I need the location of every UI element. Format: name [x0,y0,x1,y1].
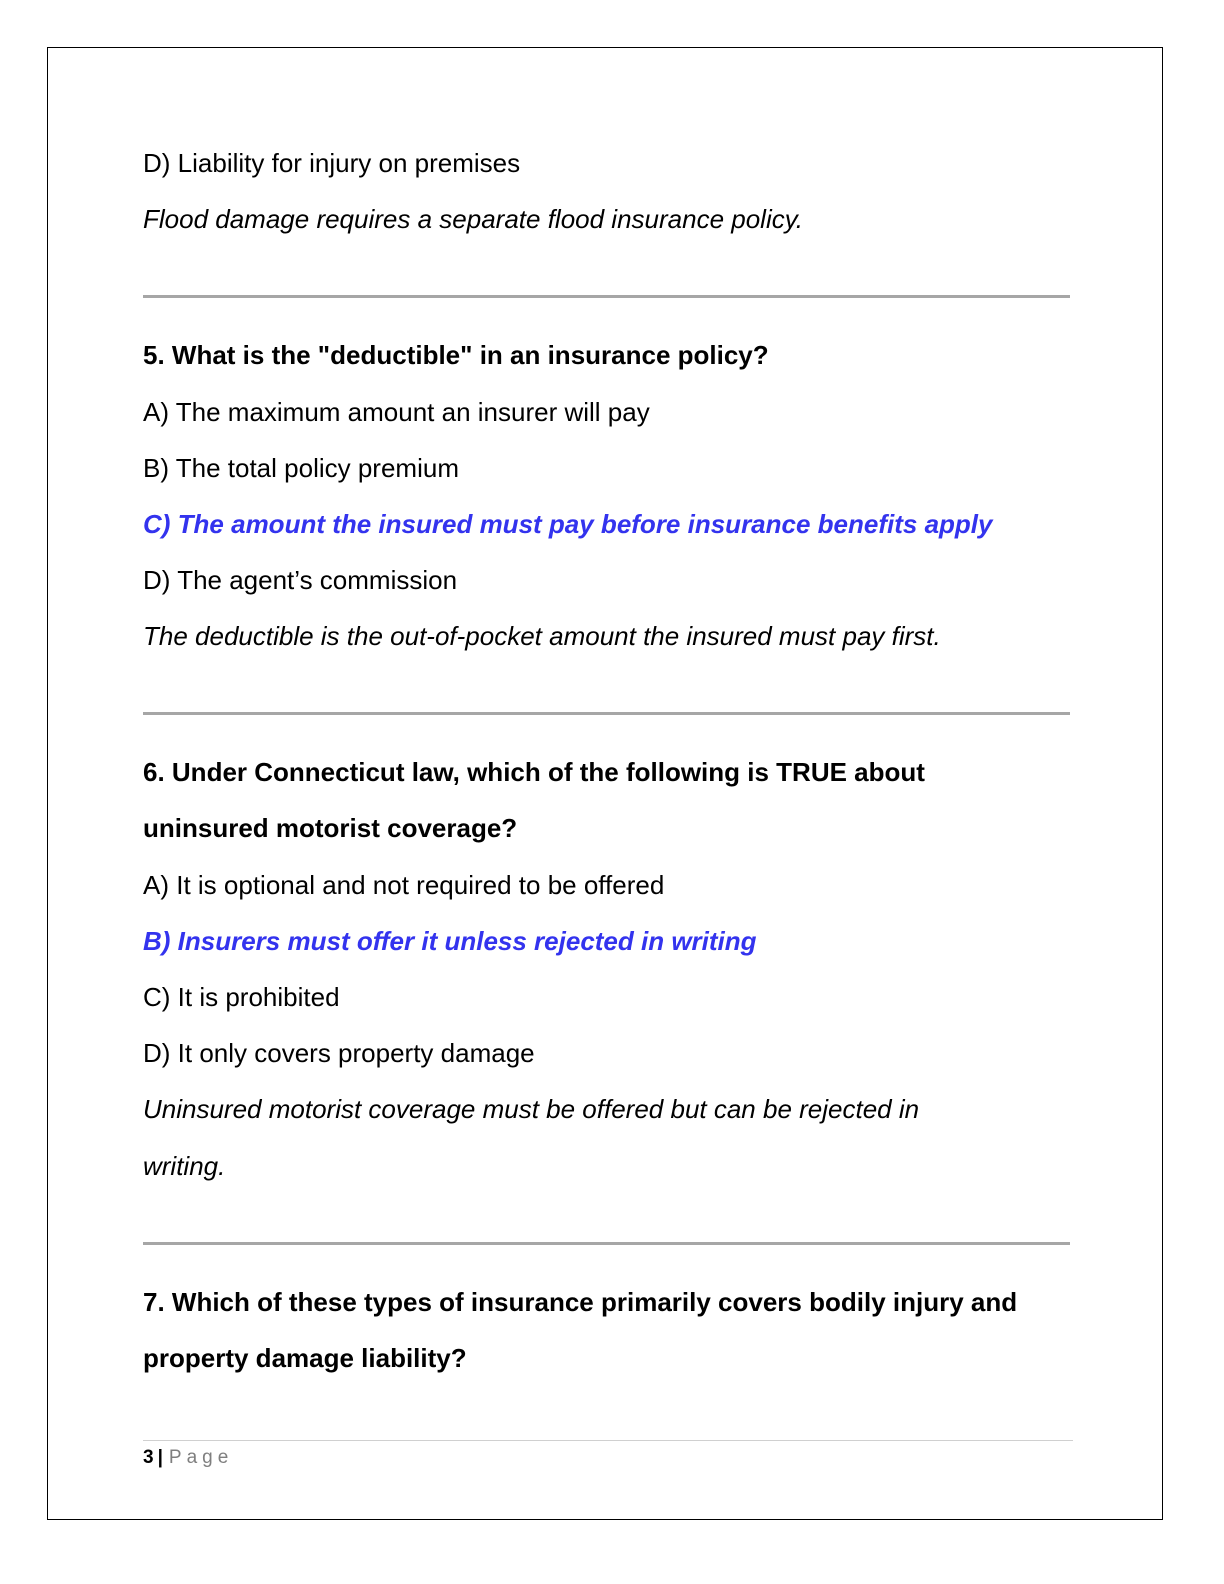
divider [143,295,1070,298]
page-label: Page [168,1447,234,1468]
q5-option-a: A) The maximum amount an insurer will pay [143,397,650,427]
divider [143,712,1070,715]
q4-option-d: D) Liability for injury on premises [143,148,521,178]
q6-option-a: A) It is optional and not required to be offered [143,870,665,900]
footer-separator: | [157,1447,163,1468]
q6-option-c: C) It is prohibited [143,982,340,1012]
q5-option-b: B) The total policy premium [143,453,459,483]
footer-rule [143,1440,1073,1441]
q5-option-c-correct: C) The amount the insured must pay before insurance benefits apply [143,509,993,539]
divider [143,1242,1070,1245]
q5-question: 5. What is the "deductible" in an insurance policy? [143,340,769,370]
q5-explanation: The deductible is the out-of-pocket amount the insured must pay first. [143,621,941,651]
q4-explanation: Flood damage requires a separate flood insurance policy. [143,204,804,234]
q7-question-line1: 7. Which of these types of insurance primarily covers bodily injury and [143,1287,1018,1317]
q6-explanation-line2: writing. [143,1151,226,1181]
q6-explanation-line1: Uninsured motorist coverage must be offered but can be rejected in [143,1094,920,1124]
q6-question-line1: 6. Under Connecticut law, which of the following is TRUE about [143,757,925,787]
q5-option-d: D) The agent’s commission [143,565,458,595]
page-footer [143,1446,233,1470]
q7-question-line2: property damage liability? [143,1343,467,1373]
page-number: 3 [143,1447,154,1468]
q6-option-b-correct: B) Insurers must offer it unless rejected in writing [143,926,757,956]
q6-option-d: D) It only covers property damage [143,1038,535,1068]
q6-question-line2: uninsured motorist coverage? [143,813,518,843]
